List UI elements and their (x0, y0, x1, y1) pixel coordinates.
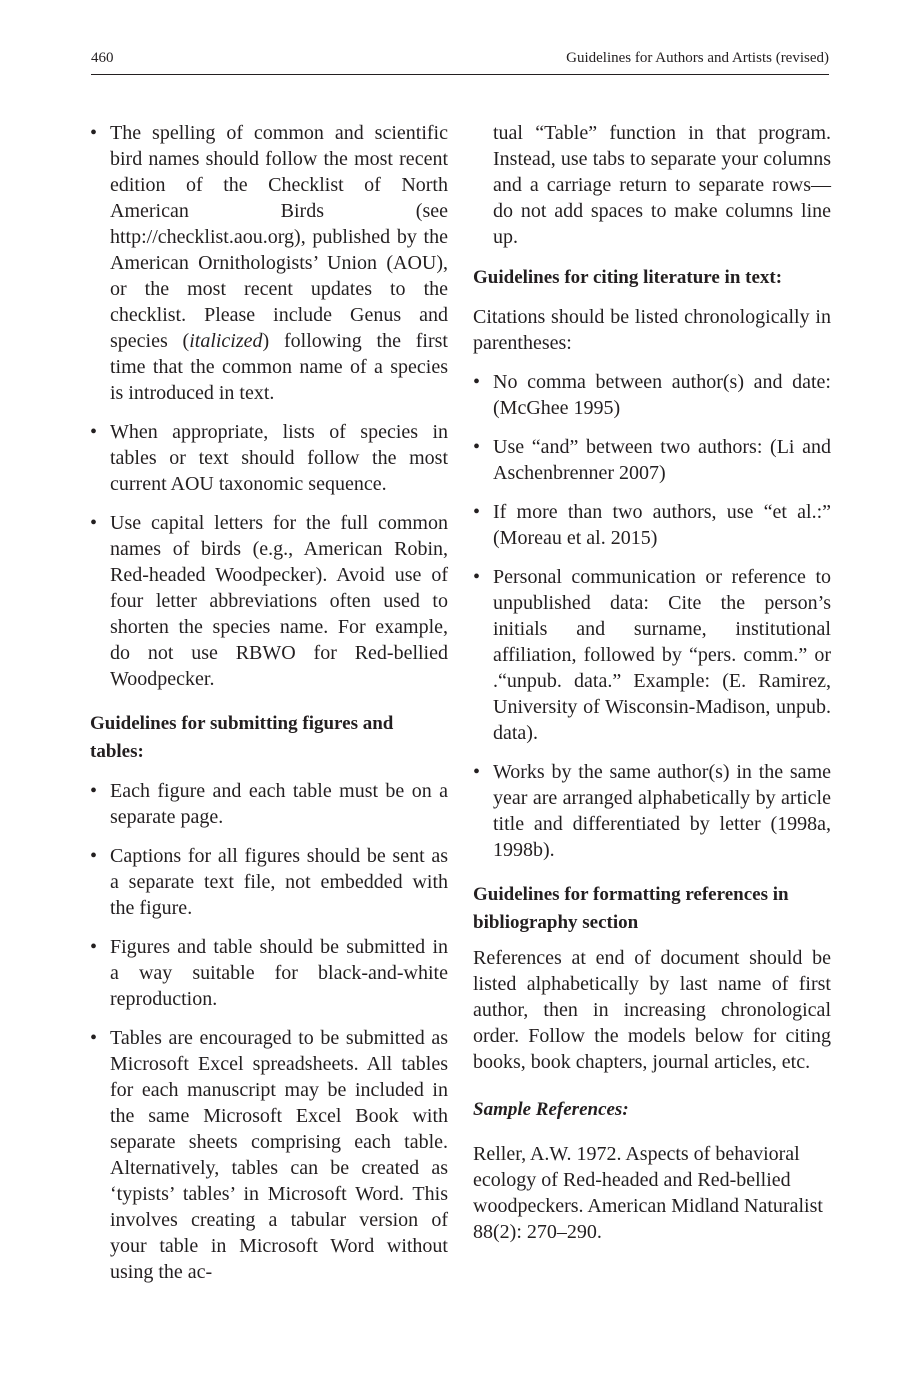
list-item-text: Figures and table should be submitted in a way suitable for black-and-white reproduction. (110, 936, 448, 1010)
bullet-icon: • (90, 421, 98, 443)
list-item-text: Each figure and each table must be on a separate page. (110, 780, 448, 828)
bullet-icon: • (90, 512, 98, 534)
italic-word: italicized (189, 330, 263, 352)
list-item-text: The spelling of common and scientific bird names should follow the most recent edition of the Checklist of North American Birds (see http://checklist.aou.org), published by the American Ornithologists’ Union (AOU), or the most recent updates to the checklist. Please include Genus and species (italicized) following the first time that the common name of a species is introduced in text. (110, 122, 448, 404)
reference-entry: Reller, A.W. 1972. Aspects of behavioral ecology of Red-headed and Red-bellied woodpeckers. American Midland Naturalist 88(2): 270–290. (473, 1143, 823, 1243)
list-item (90, 419, 448, 497)
list-item (90, 934, 448, 1012)
list-item (90, 120, 448, 406)
list-item-text: If more than two authors, use “et al.:” (Moreau et al. 2015) (493, 501, 831, 549)
figures-heading: Guidelines for submitting figures and tables: (90, 713, 394, 762)
list-item-text: No comma between author(s) and date: (McGhee 1995) (493, 371, 831, 419)
list-item-text: Works by the same author(s) in the same year are arranged alphabetically by article title and differentiated by letter (1998a, 1998b). (493, 761, 831, 861)
bullet-icon: • (473, 371, 481, 393)
bullet-icon: • (473, 501, 481, 523)
list-item-text: Captions for all figures should be sent as a separate text file, not embedded with the figure. (110, 845, 448, 919)
list-item (473, 759, 831, 863)
list-item (90, 1025, 448, 1285)
list-item-text: Use capital letters for the full common names of birds (e.g., American Robin, Red-headed Woodpecker). Avoid use of four letter abbreviations often used to shorten the species name. For example, do not use RBWO for Red-bellied Woodpecker. (110, 512, 448, 690)
citing-heading: Guidelines for citing literature in text: (473, 267, 783, 288)
list-item-text: Use “and” between two authors: (Li and Aschenbrenner 2007) (493, 436, 831, 484)
bullet-icon: • (90, 936, 98, 958)
list-item (90, 843, 448, 921)
list-item (473, 434, 831, 486)
bullet-icon: • (90, 122, 98, 144)
page-number: 460 (91, 50, 114, 66)
bullet-icon: • (473, 761, 481, 783)
list-item (90, 778, 448, 830)
right-column (473, 120, 831, 1258)
left-column (90, 120, 448, 1298)
bullet-icon: • (90, 780, 98, 802)
references-heading: Guidelines for formatting references in bibliography section (473, 884, 789, 933)
citing-intro: Citations should be listed chronologically in parentheses: (473, 306, 831, 354)
continued-paragraph: tual “Table” function in that program. Instead, use tabs to separate your columns and a carriage return to separate rows—do not add spaces to make columns line up. (493, 122, 831, 248)
bullet-icon: • (473, 566, 481, 588)
list-item (473, 564, 831, 746)
list-item-text: Tables are encouraged to be submitted as Microsoft Excel spreadsheets. All tables for each manuscript may be included in the same Microsoft Excel Book with separate sheets comprising each table. Alternatively, tables can be created as ‘typists’ tables’ in Microsoft Word. This involves creating a tabular version of your table in Microsoft Word without using the ac- (110, 1027, 448, 1283)
bullet-icon: • (473, 436, 481, 458)
bullet-icon: • (90, 1027, 98, 1049)
running-head: Guidelines for Authors and Artists (revised) (566, 50, 829, 66)
sample-references-heading: Sample References: (473, 1099, 629, 1120)
bullet-icon: • (90, 845, 98, 867)
page-header (91, 50, 829, 75)
list-item-text: Personal communication or reference to unpublished data: Cite the person’s initials and surname, institutional affiliation, followed by “pers. comm.” or .“unpub. data.” Example: (E. Ramirez, University of Wisconsin-Madison, unpub. data). (493, 566, 831, 744)
list-item (473, 369, 831, 421)
references-intro: References at end of document should be listed alphabetically by last name of first author, then in increasing chronological order. Follow the models below for citing books, book chapters, journal articles, etc. (473, 947, 831, 1073)
list-item (473, 499, 831, 551)
list-item (90, 510, 448, 692)
list-item-text: When appropriate, lists of species in tables or text should follow the most current AOU taxonomic sequence. (110, 421, 448, 495)
